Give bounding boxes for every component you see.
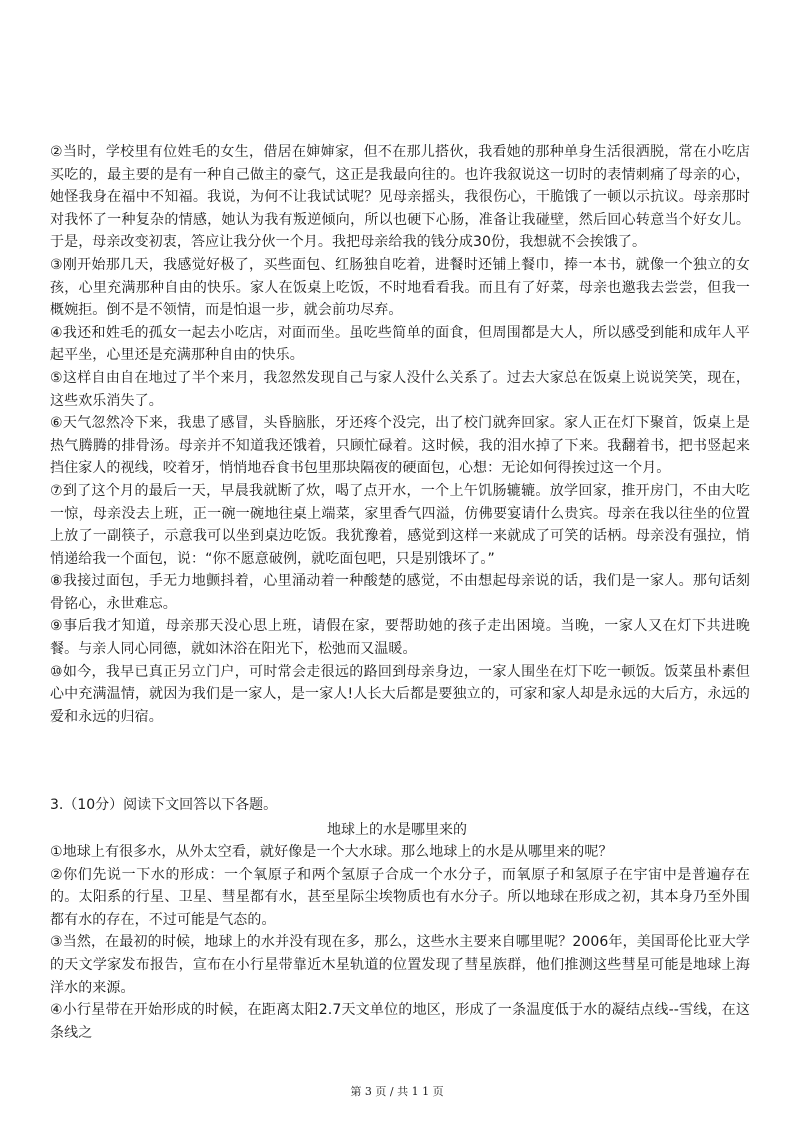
passage-paragraph-4: ④我还和姓毛的孤女一起去小吃店，对面而坐。虽吃些简单的面食，但周围都是大人，所以感受到能和成年人平起平坐，心里还是充满那种自由的快乐。 [50, 324, 750, 364]
passage-paragraph-10: ⑩如今，我早已真正另立门户，可时常会走很远的路回到母亲身边，一家人围坐在灯下吃一顿饭。饭菜虽朴素但心中充满温情，就因为我们是一家人，是一家人!人长大后都是要独立的，可家和家人却是永远的大后方，永远的爱和永远的归宿。 [50, 663, 750, 725]
article-paragraph-1: ①地球上有很多水，从外太空看，就好像是一个大水球。那么地球上的水是从哪里来的呢？ [50, 844, 613, 860]
passage-paragraph-2: ②当时，学校里有位姓毛的女生，借居在婶婶家，但不在那儿搭伙，我看她的那种单身生活很洒脱，常在小吃店买吃的，最主要的是有一种自己做主的豪气，这正是我最向往的。也许我叙说这一切时的表情刺痛了母亲的心，她怪我身在福中不知福。我说，为何不让我试试呢？见母亲摇头，我很伤心，干脆饿了一顿以示抗议。母亲那时对我怀了一种复杂的情感，她认为我有叛逆倾向，所以也硬下心肠，准备让我碰壁，然后回心转意当个好女儿。于是，母亲改变初衷，答应让我分伙一个月。我把母亲给我的钱分成30份，我想就不会挨饿了。 [50, 144, 750, 251]
passage-paragraph-5: ⑤这样自由自在地过了半个来月，我忽然发现自己与家人没什么关系了。过去大家总在饭桌上说说笑笑，现在，这些欢乐消失了。 [50, 369, 750, 409]
article-paragraph-2: ②你们先说一下水的形成：一个氧原子和两个氢原子合成一个水分子，而氧原子和氢原子在宇宙中是普遍存在的。太阳系的行星、卫星、彗星都有水，甚至星际尘埃物质也有水分子。所以地球在形成之初，其本身乃至外围都有水的存在，不过可能是气态的。 [50, 866, 750, 928]
article-title: 地球上的水是哪里来的 [327, 822, 467, 838]
article-paragraph-4: ④小行星带在开始形成的时候，在距离太阳2.7天文单位的地区，形成了一条温度低于水的凝结点线--雪线，在这条线之 [50, 1002, 750, 1041]
passage-paragraph-9: ⑨事后我才知道，母亲那天没心思上班，请假在家，要帮助她的孩子走出困境。当晚，一家人又在灯下共进晚餐。与亲人同心同德，就如沐浴在阳光下，松弛而又温暖。 [50, 618, 750, 658]
article-paragraph-3: ③当然，在最初的时候，地球上的水并没有现在多，那么，这些水主要来自哪里呢？2006年，美国哥伦比亚大学的天文学家发布报告，宣布在小行星带靠近木星轨道的位置发现了彗星族群，他们推测这些彗星可能是地球上海洋水的来源。 [50, 934, 750, 996]
passage-paragraph-3: ③刚开始那几天，我感觉好极了，买些面包、红肠独自吃着，进餐时还铺上餐巾，捧一本书，就像一个独立的女孩，心里充满那种自由的快乐。家人在饭桌上吃饭，不时地看看我。而且有了好菜，母亲也邀我去尝尝，但我一概婉拒。倒不是不领情，而是怕退一步，就会前功尽弃。 [50, 256, 750, 319]
passage-paragraph-6: ⑥天气忽然冷下来，我患了感冒，头昏脑胀，牙还疼个没完，出了校门就奔回家。家人正在灯下聚首，饭桌上是热气腾腾的排骨汤。母亲并不知道我还饿着，只顾忙碌着。这时候，我的泪水掉了下来。我翻着书，把书竖起来挡住家人的视线，咬着牙，悄悄地吞食书包里那块隔夜的硬面包，心想：无论如何得挨过这一个月。 [50, 415, 750, 477]
article-body [50, 841, 750, 1044]
page-footer: 第 3 页 / 共 1 1 页 [350, 1085, 444, 1098]
passage-paragraph-8: ⑧我接过面包，手无力地颤抖着，心里涌动着一种酸楚的感觉，不由想起母亲说的话，我们是一家人。那句话刻骨铭心，永世难忘。 [50, 573, 750, 612]
passage-paragraph-7: ⑦到了这个月的最后一天，早晨我就断了炊，喝了点开水，一个上午饥肠辘辘。放学回家，推开房门，不由大吃一惊，母亲没去上班，正一碗一碗地往桌上端菜，家里香气四溢，仿佛要宴请什么贵宾。母亲在我以往坐的位置上放了一副筷子，示意我可以坐到桌边吃饭。我犹豫着，感觉到这样一来就成了可笑的话柄。母亲没有强拉，悄悄递给我一个面包，说：“你不愿意破例，就吃面包吧，只是别饿坏了。” [50, 482, 750, 567]
question-label: 3.（10分）阅读下文回答以下各题。 [50, 797, 278, 813]
reading-passage [50, 141, 750, 728]
